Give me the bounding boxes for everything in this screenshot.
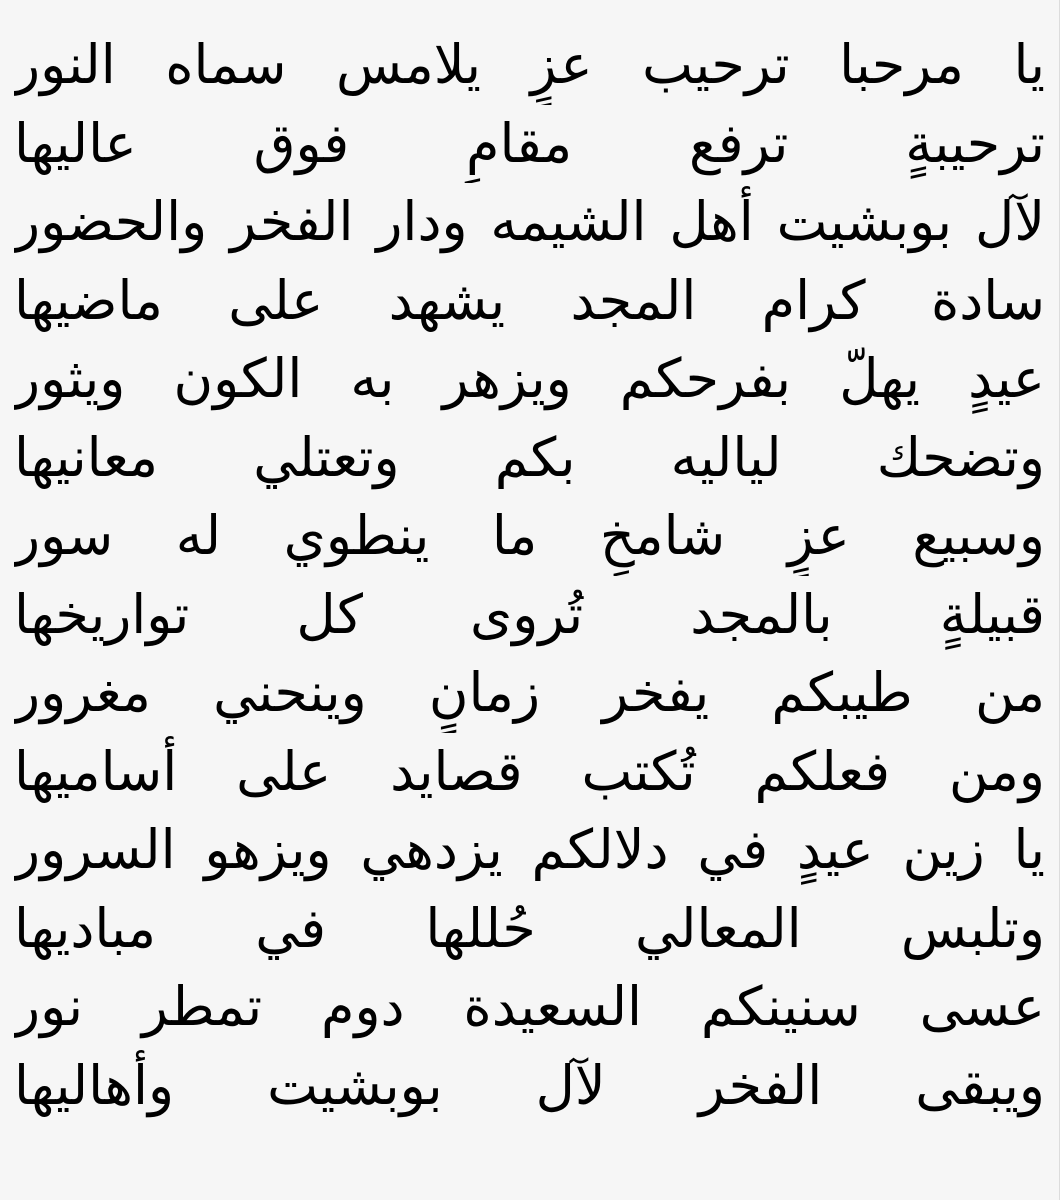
- poem-line: ترحيبةٍ ترفع مقامٍ فوق عاليها: [14, 111, 1045, 175]
- poem-line: قبيلةٍ بالمجد تُروى كل تواريخها: [14, 582, 1045, 646]
- poem-line: يا مرحبا ترحيب عزٍ يلامس سماه النور: [14, 33, 1045, 96]
- poem-line: عيدٍ يهلّ بفرحكم ويزهر به الكون ويثور: [14, 347, 1045, 410]
- poem-line: وتضحك لياليه بكم وتعتلي معانيها: [14, 425, 1045, 489]
- poem-line: وسبيع عزٍ شامخٍ ما ينطوي له سور: [14, 504, 1045, 567]
- poem-line: ومن فعلكم تُكتب قصايد على أساميها: [14, 739, 1045, 803]
- poem-line: من طيبكم يفخر زمانٍ وينحني مغرور: [14, 661, 1045, 724]
- poem-line: وتلبس المعالي حُللها في مباديها: [14, 896, 1045, 960]
- poem-line: عسى سنينكم السعيدة دوم تمطر نور: [14, 975, 1045, 1038]
- poem-text: [14, 26, 1045, 1125]
- poem-line: لآل بوبشيت أهل الشيمه ودار الفخر والحضور: [14, 190, 1045, 253]
- poem-line: ويبقى الفخر لآل بوبشيت وأهاليها: [14, 1053, 1045, 1117]
- poem-line: يا زين عيدٍ في دلالكم يزدهي ويزهو السرور: [14, 818, 1045, 881]
- poem-line: سادة كرام المجد يشهد على ماضيها: [14, 268, 1045, 332]
